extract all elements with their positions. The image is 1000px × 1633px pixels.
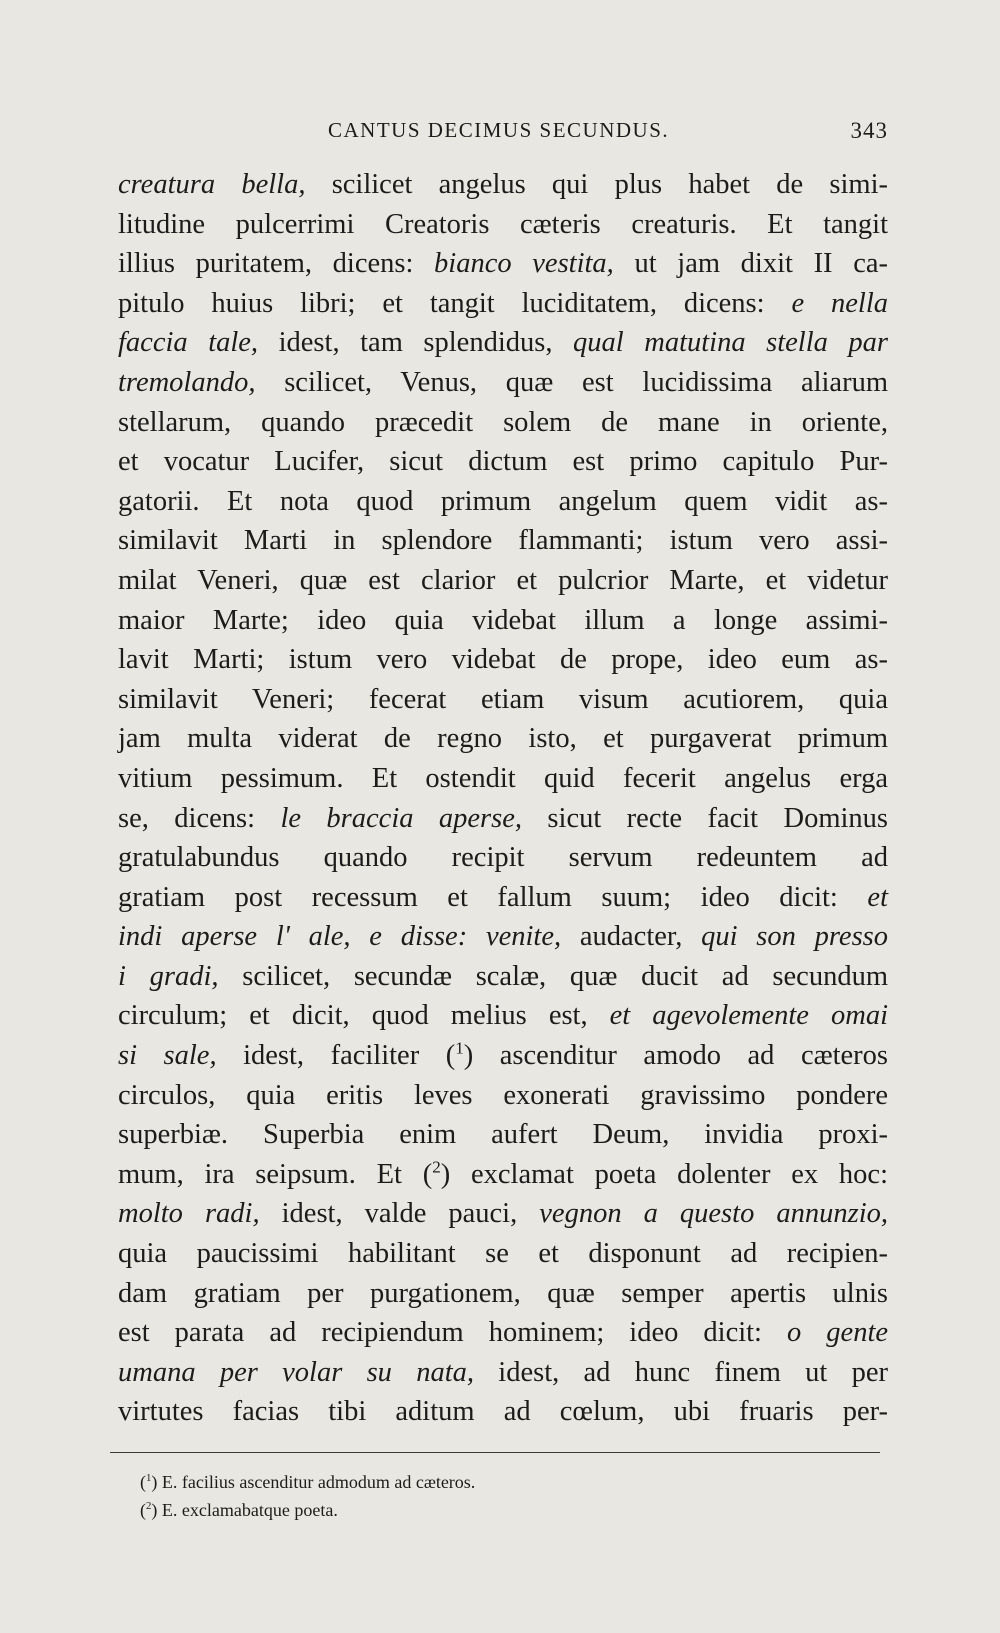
text-line bbox=[118, 561, 888, 601]
text-run: similavit Veneri; fecerat etiam visum acutiorem, quia bbox=[118, 683, 888, 715]
text-line bbox=[118, 205, 888, 245]
text-line bbox=[118, 917, 888, 957]
text-run: milat Veneri, quæ est clarior et pulcrior Marte, et videtur bbox=[118, 564, 888, 596]
text-line bbox=[118, 1194, 888, 1234]
text-run: idest, faciliter ( bbox=[216, 1040, 456, 1072]
text-run: sicut recte facit Dominus bbox=[522, 802, 889, 834]
footnote-marker: 1 bbox=[146, 1472, 152, 1484]
italic-run: e nella bbox=[791, 287, 888, 319]
text-run: quia paucissimi habilitant se et disponunt ad recipien- bbox=[118, 1238, 888, 1270]
italic-run: o gente bbox=[787, 1317, 889, 1349]
text-line bbox=[118, 244, 888, 284]
text-line bbox=[118, 957, 888, 997]
text-line bbox=[118, 1353, 888, 1393]
text-line bbox=[118, 601, 888, 641]
italic-run: molto radi, bbox=[118, 1198, 260, 1230]
italic-run: i gradi, bbox=[118, 960, 219, 992]
text-run: ) E. facilius ascenditur admodum ad cæteros. bbox=[151, 1472, 476, 1492]
footnote-marker: 2 bbox=[146, 1500, 152, 1512]
text-run: mum, ira seipsum. Et ( bbox=[118, 1158, 433, 1190]
text-run: scilicet, Venus, quæ est lucidissima aliarum bbox=[255, 366, 888, 398]
text-line bbox=[118, 719, 888, 759]
text-line bbox=[118, 1234, 888, 1274]
text-line bbox=[118, 1076, 888, 1116]
footnotes bbox=[140, 1468, 860, 1524]
footnote-marker: 1 bbox=[455, 1038, 464, 1058]
text-run: circulum; et dicit, quod melius est, bbox=[118, 1000, 610, 1032]
text-line bbox=[118, 1036, 888, 1076]
italic-run: tremolando, bbox=[118, 366, 256, 398]
text-run: ut jam dixit II ca- bbox=[613, 248, 888, 280]
footnote-rule bbox=[110, 1452, 880, 1453]
text-line bbox=[118, 799, 888, 839]
text-run: ( bbox=[140, 1500, 146, 1520]
italic-run: faccia tale, bbox=[118, 327, 259, 359]
text-line bbox=[118, 403, 888, 443]
text-run: idest, valde pauci, bbox=[259, 1198, 540, 1230]
text-run: virtutes facias tibi aditum ad cœlum, ubi fruaris per- bbox=[118, 1396, 888, 1428]
text-line bbox=[118, 1313, 888, 1353]
footnote bbox=[140, 1468, 860, 1496]
text-run: dam gratiam per purgationem, quæ semper apertis ulnis bbox=[118, 1277, 888, 1309]
text-line bbox=[118, 1115, 888, 1155]
page-number: 343 bbox=[850, 118, 888, 143]
text-run: idest, tam splendidus, bbox=[258, 327, 574, 359]
text-run: idest, ad hunc finem ut per bbox=[474, 1356, 888, 1388]
text-line bbox=[118, 838, 888, 878]
page-header bbox=[118, 118, 888, 150]
text-run: vitium pessimum. Et ostendit quid fecerit angelus erga bbox=[118, 762, 888, 794]
text-run: stellarum, quando præcedit solem de mane in oriente, bbox=[118, 406, 888, 438]
italic-run: umana per volar su nata, bbox=[118, 1356, 474, 1388]
text-run: superbiæ. Superbia enim aufert Deum, invidia proxi- bbox=[118, 1119, 888, 1151]
text-line bbox=[118, 878, 888, 918]
text-line bbox=[118, 680, 888, 720]
text-run: litudine pulcerrimi Creatoris cæteris creaturis. Et tangit bbox=[118, 208, 888, 240]
italic-run: vegnon a questo annunzio, bbox=[539, 1198, 888, 1230]
text-run: pitulo huius libri; et tangit luciditatem, dicens: bbox=[118, 287, 792, 319]
text-line bbox=[118, 640, 888, 680]
footnote bbox=[140, 1496, 860, 1524]
text-line bbox=[118, 1274, 888, 1314]
italic-run: si sale, bbox=[118, 1040, 217, 1072]
text-run: ) exclamat poeta dolenter ex hoc: bbox=[440, 1158, 888, 1190]
text-run: gratiam post recessum et fallum suum; ideo dicit: bbox=[118, 881, 868, 913]
text-line bbox=[118, 284, 888, 324]
text-run: et vocatur Lucifer, sicut dictum est primo capitulo Pur- bbox=[118, 446, 888, 478]
italic-run: indi aperse l' ale, e disse: venite, bbox=[118, 921, 562, 953]
text-run: illius puritatem, dicens: bbox=[118, 248, 435, 280]
text-run: circulos, quia eritis leves exonerati gravissimo pondere bbox=[118, 1079, 888, 1111]
footnote-marker: 2 bbox=[432, 1157, 441, 1177]
text-line bbox=[118, 1392, 888, 1432]
running-title: CANTUS DECIMUS SECUNDUS. bbox=[328, 118, 670, 142]
italic-run: et agevolemente omai bbox=[609, 1000, 888, 1032]
text-line bbox=[118, 759, 888, 799]
italic-run: le braccia aperse, bbox=[280, 802, 523, 834]
text-line bbox=[118, 1155, 888, 1195]
body-text bbox=[118, 165, 888, 1432]
text-run: ) ascenditur amodo ad cæteros bbox=[463, 1040, 889, 1072]
text-run: est parata ad recipiendum hominem; ideo dicit: bbox=[118, 1317, 788, 1349]
text-run: scilicet angelus qui plus habet de simi- bbox=[305, 169, 889, 200]
text-run: ) E. exclamabatque poeta. bbox=[151, 1500, 338, 1520]
text-run: scilicet, secundæ scalæ, quæ ducit ad secundum bbox=[218, 960, 888, 992]
text-line bbox=[118, 165, 888, 205]
text-run: audacter, bbox=[561, 921, 702, 953]
italic-run: qui son presso bbox=[701, 921, 889, 953]
italic-run: bianco vestita, bbox=[434, 248, 614, 280]
text-run: se, dicens: bbox=[118, 802, 281, 834]
text-run: gatorii. Et nota quod primum angelum quem vidit as- bbox=[118, 485, 888, 517]
text-run: similavit Marti in splendore flammanti; istum vero assi- bbox=[118, 525, 888, 557]
text-line bbox=[118, 482, 888, 522]
italic-run: qual matutina stella par bbox=[573, 327, 889, 359]
text-run: jam multa viderat de regno isto, et purgaverat primum bbox=[118, 723, 888, 755]
text-line bbox=[118, 521, 888, 561]
text-line bbox=[118, 323, 888, 363]
italic-run: creatura bella, bbox=[118, 169, 306, 200]
text-line bbox=[118, 442, 888, 482]
text-run: maior Marte; ideo quia videbat illum a longe assimi- bbox=[118, 604, 888, 636]
text-line bbox=[118, 363, 888, 403]
text-run: ( bbox=[140, 1472, 146, 1492]
text-run: lavit Marti; istum vero videbat de prope, ideo eum as- bbox=[118, 644, 888, 676]
italic-run: et bbox=[867, 881, 888, 913]
text-run: gratulabundus quando recipit servum redeuntem ad bbox=[118, 842, 888, 874]
text-line bbox=[118, 996, 888, 1036]
